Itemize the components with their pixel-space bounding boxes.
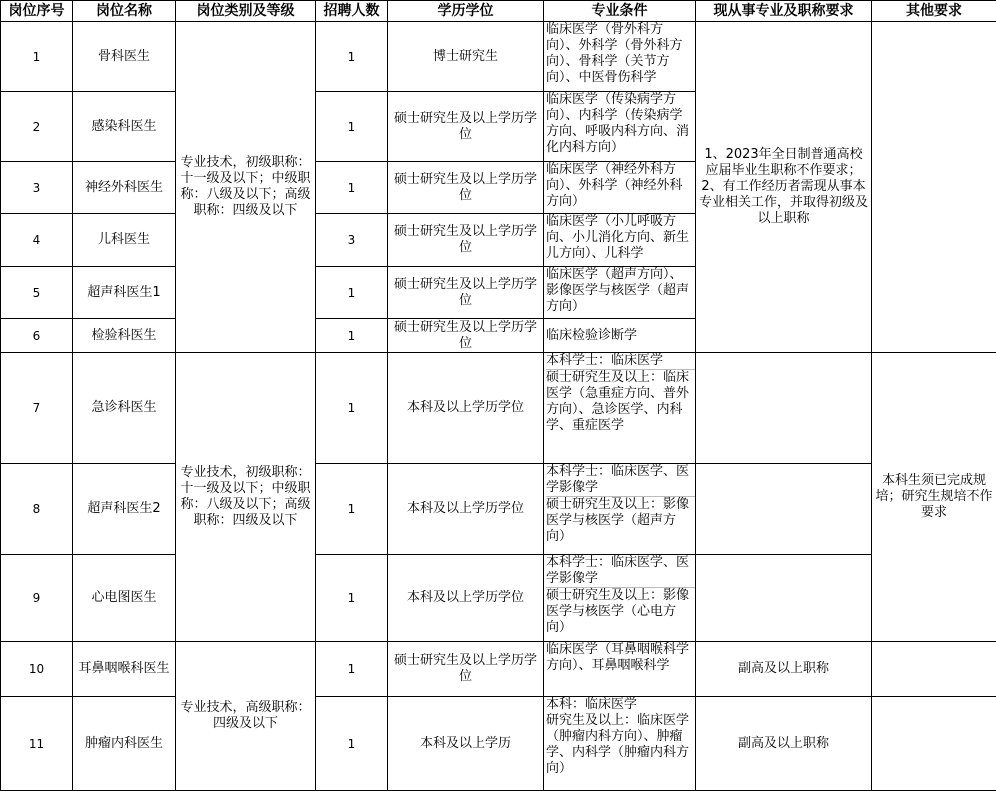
table-row [1, 555, 996, 642]
education: 博士研究生 [388, 22, 544, 92]
position-name: 神经外科医生 [73, 162, 176, 214]
major-requirement [544, 92, 696, 162]
position-category: 专业技术，高级职称：四级及以下 [176, 642, 316, 791]
major-line: 临床医学（超声方向）、影像医学与核医学（超声方向） [546, 267, 695, 315]
major-requirement [544, 319, 696, 353]
row-number: 10 [1, 642, 73, 697]
current-requirement [696, 555, 872, 642]
position-name: 感染科医生 [73, 92, 176, 162]
major-requirement [544, 642, 696, 697]
position-name: 超声科医生2 [73, 464, 176, 555]
major-line: 本科：临床医学 [546, 697, 695, 713]
major-line: 临床医学（耳鼻咽喉科学方向）、耳鼻咽喉科学 [546, 642, 695, 674]
major-line: 临床医学（小儿呼吸方向、小儿消化方向、新生儿方向）、儿科学 [546, 214, 695, 262]
header-count: 招聘人数 [316, 1, 388, 22]
row-number: 9 [1, 555, 73, 642]
other-requirement [872, 642, 996, 697]
header-row [1, 1, 996, 22]
position-name: 耳鼻咽喉科医生 [73, 642, 176, 697]
major-line: 研究生及以上：临床医学（肿瘤内科方向）、肿瘤学、内科学（肿瘤内科方向） [546, 713, 695, 777]
major-requirement [544, 697, 696, 791]
major-requirement [544, 464, 696, 555]
major-line: 临床医学（神经外科方向）、外科学（神经外科方向） [546, 162, 695, 210]
education: 硕士研究生及以上学历学位 [388, 162, 544, 214]
header-name: 岗位名称 [73, 1, 176, 22]
position-name: 心电图医生 [73, 555, 176, 642]
hire-count: 1 [316, 162, 388, 214]
row-number: 11 [1, 697, 73, 791]
position-name: 肿瘤内科医生 [73, 697, 176, 791]
education: 硕士研究生及以上学历学位 [388, 267, 544, 319]
major-requirement [544, 555, 696, 642]
education: 本科及以上学历学位 [388, 464, 544, 555]
row-number: 3 [1, 162, 73, 214]
position-name: 儿科医生 [73, 214, 176, 267]
major-line: 本科学士：临床医学、医学影像学 [546, 464, 695, 496]
row-number: 6 [1, 319, 73, 353]
current-requirement: 1、2023年全日制普通高校应届毕业生职称不作要求；2、有工作经历者需现从事本专业相关工作，并取得初级及以上职称 [696, 22, 872, 353]
hire-count: 1 [316, 642, 388, 697]
row-number: 8 [1, 464, 73, 555]
table-row [1, 697, 996, 791]
position-category: 专业技术，初级职称：十一级及以下；中级职称：八级及以下；高级职称：四级及以下 [176, 22, 316, 353]
hire-count: 1 [316, 555, 388, 642]
other-requirement [872, 22, 996, 353]
row-number: 7 [1, 353, 73, 464]
hire-count: 1 [316, 319, 388, 353]
hire-count: 1 [316, 92, 388, 162]
position-name: 骨科医生 [73, 22, 176, 92]
header-no: 岗位序号 [1, 1, 73, 22]
table-row [1, 353, 996, 464]
hire-count: 1 [316, 267, 388, 319]
education: 硕士研究生及以上学历学位 [388, 319, 544, 353]
major-requirement [544, 162, 696, 214]
row-number: 5 [1, 267, 73, 319]
position-category: 专业技术，初级职称：十一级及以下；中级职称：八级及以下；高级职称：四级及以下 [176, 353, 316, 642]
major-line: 本科学士：临床医学、医学影像学 [546, 555, 695, 587]
major-requirement [544, 22, 696, 92]
major-requirement [544, 353, 696, 464]
table-row [1, 464, 996, 555]
education: 硕士研究生及以上学历学位 [388, 92, 544, 162]
current-requirement: 副高及以上职称 [696, 642, 872, 697]
header-education: 学历学位 [388, 1, 544, 22]
current-requirement [696, 353, 872, 464]
major-line: 临床医学（骨外科方向）、外科学（骨外科方向）、骨科学（关节方向）、中医骨伤科学 [546, 22, 695, 86]
major-line: 硕士研究生及以上：影像医学与核医学（超声方向） [546, 496, 695, 545]
hire-count: 3 [316, 214, 388, 267]
header-current-req: 现从事专业及职称要求 [696, 1, 872, 22]
header-other-req: 其他要求 [872, 1, 996, 22]
major-requirement [544, 214, 696, 267]
hire-count: 1 [316, 697, 388, 791]
row-number: 4 [1, 214, 73, 267]
education: 硕士研究生及以上学历学位 [388, 642, 544, 697]
header-category: 岗位类别及等级 [176, 1, 316, 22]
table-row [1, 22, 996, 92]
major-line: 临床检验诊断学 [546, 328, 695, 344]
education: 硕士研究生及以上学历学位 [388, 214, 544, 267]
other-requirement: 本科生须已完成规培；研究生规培不作要求 [872, 353, 996, 642]
header-major: 专业条件 [544, 1, 696, 22]
education: 本科及以上学历 [388, 697, 544, 791]
other-requirement [872, 697, 996, 791]
major-line: 临床医学（传染病学方向）、内科学（传染病学方向、呼吸内科方向、消化内科方向） [546, 92, 695, 156]
major-line: 硕士研究生及以上：影像医学与核医学（心电方向） [546, 587, 695, 636]
row-number: 1 [1, 22, 73, 92]
major-requirement [544, 267, 696, 319]
hire-count: 1 [316, 22, 388, 92]
row-number: 2 [1, 92, 73, 162]
position-name: 检验科医生 [73, 319, 176, 353]
current-requirement: 副高及以上职称 [696, 697, 872, 791]
education: 本科及以上学历学位 [388, 353, 544, 464]
position-name: 超声科医生1 [73, 267, 176, 319]
major-line: 本科学士：临床医学 [546, 353, 695, 369]
table-row [1, 642, 996, 697]
major-line: 硕士研究生及以上：临床医学（急重症方向、普外方向）、急诊医学、内科学、重症医学 [546, 369, 695, 434]
education: 本科及以上学历学位 [388, 555, 544, 642]
position-name: 急诊科医生 [73, 353, 176, 464]
hire-count: 1 [316, 464, 388, 555]
hire-count: 1 [316, 353, 388, 464]
current-requirement [696, 464, 872, 555]
